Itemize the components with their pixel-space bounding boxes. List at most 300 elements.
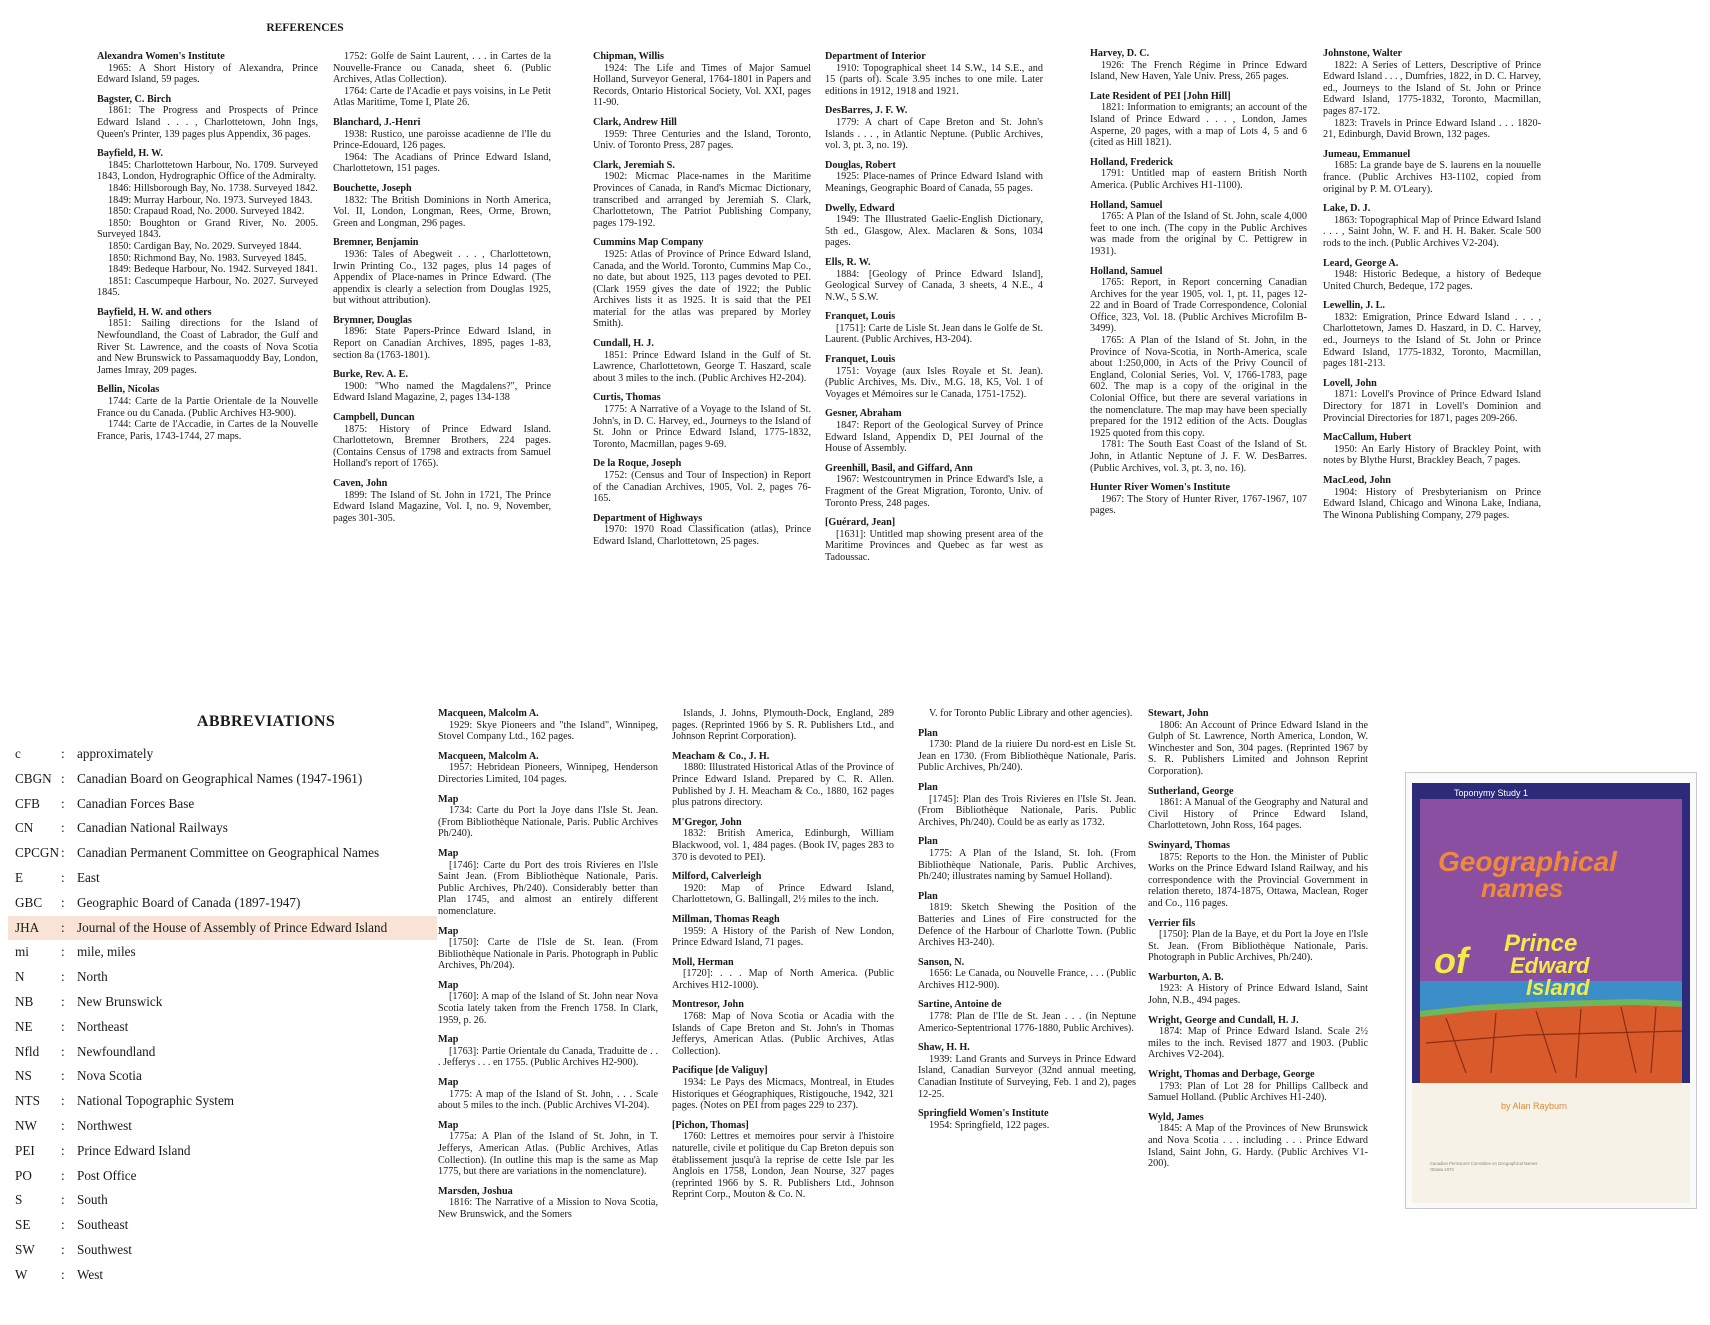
reference-item: 1910: Topographical sheet 14 S.W., 14 S.E., and 15 (parts of). Scale 3.95 inches to one mile. Later editions in 1912, 1918 and 1921. [825, 62, 1043, 97]
reference-item: 1752: (Census and Tour of Inspection) in Report of the Canadian Archives, 1905, Vol. 2, pages 76-165. [593, 470, 811, 505]
reference-item: 1850: Crapaud Road, No. 2000. Surveyed 1842. [108, 206, 305, 218]
reference-author: Curtis, Thomas [593, 392, 661, 404]
reference-item: 1850: Richmond Bay, No. 1983. Surveyed 1845. [108, 252, 307, 264]
reference-item: 1861: The Progress and Prospects of Prince Edward Island . . . , Charlottetown, John Ings, Queen's Printer, 139 pages plus Appendix, 36 pages. [97, 105, 318, 140]
reference-entry [593, 513, 811, 548]
cover-series: Toponymy Study 1 [1454, 788, 1529, 798]
reference-item: 1929: Skye Pioneers and "the Island", Winnipeg, Stovel Company Ltd., 162 pages. [438, 719, 658, 743]
abbreviations-title: ABBREVIATIONS [196, 713, 336, 730]
abbreviation-key: NE [15, 1018, 33, 1034]
reference-item: 1781: The South East Coast of the Island of St. John, in Atlantic Neptune of J. F. W. DesBarres. (Public Archives, vol. 3, pt. 3, no. 16). [1090, 439, 1307, 474]
reference-entry [593, 160, 811, 230]
abbreviation-row [15, 1188, 435, 1212]
reference-item: 1845: A Map of the Provinces of New Brunswick and Nova Scotia . . . including . . . Prince Edward Island, Saint John, G. Hardy. (Public Archives V1-200). [1148, 1123, 1368, 1170]
reference-item: 1965: A Short History of Alexandra, Prince Edward Island, 59 pages. [97, 62, 318, 86]
abbreviation-key: CN [15, 820, 34, 836]
abbreviation-value: Newfoundland [77, 1043, 156, 1059]
reference-item: 1845: Charlottetown Harbour, No. 1709. Surveyed 1843, London, Hydrographic Office of the Admiralty. [97, 159, 318, 183]
reference-entry [333, 51, 551, 109]
reference-entry [333, 412, 551, 470]
reference-item: 1970: 1970 Road Classification (atlas), Prince Edward Island, Charlottetown, 25 pages. [593, 524, 811, 547]
reference-item: 1744: Carte de la Partie Orientale de la Nouvelle France ou du Canada. (Public Archives H3-900). [97, 396, 318, 419]
reference-item: 1925: Place-names of Prince Edward Island with Meanings, Geographic Board of Canada, 55 pages. [825, 171, 1043, 194]
abbreviation-row [15, 1238, 435, 1262]
reference-entry [918, 891, 1136, 949]
reference-author: Stewart, John [1148, 708, 1209, 719]
abbreviation-separator: : [61, 1093, 65, 1109]
reference-item: 1920: Map of Prince Edward Island, Charlottetown, G. Ballingall, 2½ miles to the inch. [672, 882, 894, 906]
reference-author: Sartine, Antoine de [918, 999, 1002, 1011]
reference-author: Hunter River Women's Institute [1090, 482, 1231, 494]
abbreviation-key: CBGN [15, 770, 52, 786]
cover-title-of: of [1434, 940, 1468, 981]
reference-author: Douglas, Robert [825, 159, 896, 171]
reference-item: 1779: A chart of Cape Breton and St. John's Islands . . . , in Atlantic Neptune. (Public Archives, vol. 3, pt. 3, no. 19). [825, 116, 1043, 152]
cover-title-line3: Prince [1504, 930, 1578, 957]
abbreviation-value: East [77, 870, 100, 885]
abbreviation-key: NTS [15, 1093, 40, 1109]
reference-author: Wright, Thomas and Derbage, George [1148, 1069, 1315, 1081]
reference-entry [333, 237, 551, 307]
reference-entry [918, 836, 1136, 882]
reference-entry [672, 914, 894, 949]
reference-author: Alexandra Women's Institute [97, 51, 225, 62]
reference-entry [825, 517, 1043, 563]
reference-author: Plan [918, 836, 938, 848]
abbreviation-separator: : [61, 1043, 65, 1059]
reference-entry [438, 1077, 658, 1112]
abbreviation-row [15, 767, 435, 791]
reference-item: 1880: Illustrated Historical Atlas of the Province of Prince Edward Island. Prepared by C. R. Allen. Published by J. H. Meacham & Co., 1880, 162 pages plus patrons directory. [672, 762, 894, 809]
abbreviation-separator: : [61, 1142, 65, 1158]
reference-author: Sanson, N. [918, 956, 965, 968]
abbreviation-separator: : [61, 746, 65, 761]
abbreviation-row [15, 990, 435, 1014]
abbreviation-value: Prince Edward Island [77, 1142, 191, 1158]
abbreviation-value: Canadian National Railways [77, 820, 228, 836]
abbreviation-separator: : [61, 944, 65, 960]
reference-item: [1720]: . . . Map of North America. (Public Archives H12-1000). [672, 968, 894, 991]
reference-entry [1148, 1112, 1368, 1170]
reference-author: Bremner, Benjamin [333, 237, 419, 249]
references-column [1323, 48, 1541, 529]
reference-entry [918, 708, 1136, 720]
reference-item: [1750]: Carte de l'Isle de St. Iean. (From Bibliothèque Nationale in Paris. Photograph in Public Archives, Ph/204). [438, 937, 658, 972]
reference-author: Bayfield, H. W. and others [97, 306, 212, 318]
abbreviation-separator: : [61, 1242, 65, 1257]
reference-author: De la Roque, Joseph [593, 458, 682, 470]
reference-entry [333, 478, 551, 524]
reference-item: 1923: A History of Prince Edward Island, Saint John, N.B., 494 pages. [1148, 983, 1368, 1007]
abbreviation-value: Canadian Permanent Committee on Geographical Names [77, 845, 380, 861]
reference-item: [1746]: Carte du Port des trois Rivieres en l'Isle Saint Jean. (From Bibliothèque Nationale, Paris. Public Archives, Ph/240). Considerably better than Plan 1745, and almost an entirely different nomenclature. [438, 859, 658, 917]
reference-item: 1846: Hillsborough Bay, No. 1738. Surveyed 1842. [108, 182, 318, 194]
reference-entry [672, 957, 894, 992]
reference-item: 1685: La grande baye de S. laurens en la nouuelle france. (Public Archives H3-1102, copied from original by P. M. O'Leary). [1323, 160, 1541, 195]
reference-entry [593, 117, 811, 152]
reference-item: 1849: Bedeque Harbour, No. 1942. Surveyed 1841. [108, 264, 318, 276]
reference-entry [97, 94, 318, 140]
abbreviation-value: North [77, 969, 108, 985]
reference-item: 1764: Carte de l'Acadie et pays voisins, in Le Petit Atlas Maritime, Tome I, Plate 26. [333, 85, 551, 109]
abbreviation-key: mi [15, 944, 29, 960]
abbreviation-value: Northwest [77, 1118, 132, 1133]
reference-item: 1751: Voyage (aux Isles Royale et St. Jean). (Public Archives, Ms. Div., M.G. 18, K5, Vol. 1 of Voyages et Mémoires sur le Canada, 1751-1752). [825, 365, 1043, 400]
abbreviation-separator: : [61, 919, 65, 935]
abbreviation-key: E [15, 870, 24, 885]
reference-item: V. for Toronto Public Library and other agencies). [929, 708, 1133, 719]
reference-item: 1775: A map of the Island of St. John, . . . Scale about 5 miles to the inch. (Public Archives VI-204). [438, 1088, 658, 1112]
reference-item: 1936: Tales of Abegweit . . . , Charlottetown, Irwin Printing Co., 132 pages, plus 14 pages of Appendix of Place-names in Prince Edward. (The appendix is clearly a selection from Douglas 1925, but without attribution). [333, 248, 551, 307]
abbreviation-row [15, 1064, 435, 1088]
reference-entry [918, 1042, 1136, 1100]
reference-item: [1750]: Plan de la Baye, et du Port la Joye en l'Isle St. Jean. (From Bibliothèque Nationale, Paris. Photograph in Public Archives, Ph/240). [1148, 929, 1368, 964]
reference-author: Gesner, Abraham [825, 408, 902, 420]
reference-entry [438, 794, 658, 840]
reference-author: Moll, Herman [672, 956, 734, 968]
reference-item: 1902: Micmac Place-names in the Maritime Provinces of Canada, in Rand's Micmac Dictionary, transcribed and arranged by Jeremiah S. Clark, Charlottetown, The Patriot Publishing Company, pages 179-192. [593, 171, 811, 229]
reference-entry [672, 708, 894, 743]
reference-item: 1949: The Illustrated Gaelic-English Dictionary, 5th ed., Glasgow, Alex. Maclaren & Sons, 1034 pages. [825, 214, 1043, 249]
reference-item: [1751]: Carte de Lisle St. Jean dans le Golfe de St. Laurent. (Public Archives, H3-204). [825, 322, 1043, 346]
reference-entry [593, 458, 811, 504]
abbreviation-value: National Topographic System [77, 1093, 235, 1109]
reference-author: Macqueen, Malcolm A. [438, 708, 539, 719]
reference-item: 1899: The Island of St. John in 1721, The Prince Edward Island Magazine, Vol. I, no. 9, November, pages 301-305. [333, 489, 551, 524]
reference-author: Dwelly, Edward [825, 202, 895, 214]
reference-entry [593, 392, 811, 450]
reference-item: 1934: Le Pays des Micmacs, Montreal, in Etudes Historiques et Géographiques, Ristigouche, 1942, 321 pages. (Notes on PEI from pages 229 to 237). [672, 1077, 894, 1112]
reference-author: Wright, George and Cundall, H. J. [1148, 1014, 1299, 1026]
reference-author: Marsden, Joshua [438, 1185, 513, 1197]
references-column [97, 51, 318, 450]
reference-item: 1850: Boughton or Grand River, No. 2005. Surveyed 1843. [97, 217, 318, 241]
cover-author: by Alan Rayburn [1501, 1101, 1568, 1111]
reference-author: Map [438, 1119, 459, 1131]
abbreviation-value: Southwest [77, 1242, 132, 1257]
reference-entry [97, 51, 318, 86]
abbreviation-row [15, 866, 435, 890]
reference-item: 1765: Report, in Report concerning Canadian Archives for the year 1905, vol. 1, pt. 11, pages 12-22 and in Board of Trade Correspondence, Colonial Office, 323, Vol. 18. (Public Archives Microfilm B-3499). [1090, 277, 1307, 335]
abbreviation-separator: : [61, 1167, 65, 1183]
reference-author: Plan [918, 781, 938, 793]
reference-author: Franquet, Louis [825, 354, 896, 366]
reference-entry [825, 203, 1043, 249]
reference-author: Wyld, James [1148, 1111, 1204, 1123]
reference-item: 1823: Travels in Prince Edward Island . . . 1820-21, Edinburgh, David Brown, 132 pages. [1323, 117, 1541, 141]
abbreviation-row [15, 1213, 435, 1237]
abbreviation-separator: : [61, 870, 65, 885]
reference-author: Holland, Samuel [1090, 265, 1163, 277]
reference-item: 1871: Lovell's Province of Prince Edward Island Directory for 1871 in Lovell's Dominion and Provincial Directories for 1871, pages 209-266. [1323, 389, 1541, 424]
reference-entry [825, 51, 1043, 97]
reference-item: 1849: Murray Harbour, No. 1973. Surveyed 1843. [108, 194, 313, 206]
references-column [672, 708, 894, 1209]
reference-author: Springfield Women's Institute [918, 1108, 1049, 1120]
abbreviation-key: c [15, 746, 21, 761]
reference-author: Swinyard, Thomas [1148, 839, 1230, 851]
reference-item: 1925: Atlas of Province of Prince Edward Island, Canada, and the World. Toronto, Cummins Map Co., no date, but about 1925, 113 pages devoted to PEI. (Clark 1959 gives the date of 1922; the Public Archives lists it as 1925. It is said that the PEI material for the atlas was prepared by Morley Smith). [593, 248, 811, 330]
abbreviation-value: Canadian Board on Geographical Names (1947-1961) [77, 770, 363, 786]
reference-author: Brymner, Douglas [333, 314, 412, 326]
reference-author: Map [438, 979, 459, 991]
reference-item: 1752: Golfe de Saint Laurent, . . . in Cartes de la Nouvelle-France ou Canada, sheet 6. (Public Archives, Atlas Collection). [333, 51, 551, 86]
reference-item: 1806: An Account of Prince Edward Island in the Gulph of St. Lawrence, North America, London, W. Winchester and Son, 304 pages. (Reprinted 1967 by S. R. Publishers Limited and Johnson Reprint Corporation). [1148, 719, 1368, 777]
reference-entry [1323, 203, 1541, 249]
reference-author: Department of Interior [825, 51, 926, 62]
reference-item: 1967: The Story of Hunter River, 1767-1967, 107 pages. [1090, 493, 1307, 517]
reference-item: 1959: A History of the Parish of New London, Prince Edward Island, 71 pages. [672, 925, 894, 949]
reference-author: M'Gregor, John [672, 816, 742, 828]
abbreviation-separator: : [61, 994, 65, 1009]
reference-entry [672, 871, 894, 906]
reference-item: 1939: Land Grants and Surveys in Prince Edward Island, Canadian Surveyor (32nd annual meeting, Canadian Institute of Surveying, Feb. 1 and 2), pages 12-25. [918, 1053, 1136, 1100]
abbreviation-value: South [77, 1192, 108, 1208]
reference-entry [1148, 918, 1368, 964]
reference-entry [918, 782, 1136, 828]
reference-entry [333, 315, 551, 361]
reference-entry [825, 408, 1043, 454]
reference-entry [825, 311, 1043, 346]
reference-entry [333, 183, 551, 229]
reference-entry [333, 369, 551, 404]
reference-entry [1323, 149, 1541, 195]
reference-item: 1938: Rustico, une paroisse acadienne de l'Ile du Prince-Edouard, 126 pages. [333, 128, 551, 152]
cover-title-line5: Island [1526, 975, 1590, 1000]
reference-author: Lake, D. J. [1323, 203, 1371, 215]
reference-item: 1904: History of Presbyterianism on Prince Edward Island, Chicago and Winona Lake, Indiana, The Winona Publishing Company, 279 pages. [1323, 486, 1541, 521]
reference-author: Burke, Rev. A. E. [333, 369, 408, 381]
reference-author: Harvey, D. C. [1090, 48, 1150, 59]
reference-item: 1964: The Acadians of Prince Edward Island, Charlottetown, 151 pages. [333, 151, 551, 175]
reference-entry [438, 1034, 658, 1069]
abbreviation-key: W [15, 1266, 28, 1282]
reference-item: 1819: Sketch Shewing the Position of the Batteries and Lines of Fire constructed for the Defence of the Harbour of Charlotte Town. (Public Archives H3-240). [918, 902, 1136, 949]
reference-item: 1822: A Series of Letters, Descriptive of Prince Edward Island . . . , Dumfries, 1822, in D. C. Harvey, ed., Journeys to the Island of St. John or Prince Edward Island, 1775-1832, Toronto, Macmillan, pages 87-172. [1323, 59, 1541, 117]
reference-item: 1768: Map of Nova Scotia or Acadia with the Islands of Cape Breton and St. John's in Thomas Jefferys, American Atlas. (Public Archives, Atlas Collection). [672, 1011, 894, 1057]
reference-item: 1775: A Plan of the Island, St. Ioh. (From Bibliothèque Nationale, Paris. Public Archives, Ph/240; illustrates naming by Samuel Holland). [918, 847, 1136, 883]
reference-author: Shaw, H. H. [918, 1042, 970, 1054]
reference-item: 1926: The French Régime in Prince Edward Island, New Haven, Yale Univ. Press, 265 pages. [1090, 59, 1307, 83]
reference-entry [438, 708, 658, 743]
reference-author: Cundall, H. J. [593, 338, 654, 350]
reference-item: 1744: Carte de l'Accadie, in Cartes de la Nouvelle France, Paris, 1743-1744, 27 maps. [97, 419, 318, 442]
reference-entry [1090, 482, 1307, 517]
abbreviation-row [15, 1040, 435, 1064]
reference-author: Ells, R. W. [825, 256, 871, 268]
reference-item: 1874: Map of Prince Edward Island. Scale 2½ miles to the inch. Revised 1877 and 1903. (Public Archives V2-204). [1148, 1026, 1368, 1061]
reference-entry [918, 999, 1136, 1034]
abbreviation-key: NS [15, 1068, 32, 1084]
reference-author: Warburton, A. B. [1148, 971, 1224, 983]
reference-author: Holland, Samuel [1090, 199, 1163, 211]
reference-entry [918, 728, 1136, 774]
reference-author: Late Resident of PEI [John Hill] [1090, 90, 1231, 102]
reference-item: 1950: An Early History of Brackley Point, with notes by Blythe Hurst, Brackley Beach, 7 pages. [1323, 443, 1541, 467]
abbreviation-value: Journal of the House of Assembly of Prince Edward Island [77, 919, 388, 935]
reference-author: Holland, Frederick [1090, 156, 1174, 168]
reference-author: Bellin, Nicolas [97, 384, 160, 396]
reference-entry [672, 751, 894, 809]
reference-item: [1760]: A map of the Island of St. John near Nova Scotia lately taken from the French 1758. In Clark, 1959, p. 26. [438, 991, 658, 1026]
reference-entry [438, 980, 658, 1026]
reference-entry [438, 1186, 658, 1221]
reference-item: 1948: Historic Bedeque, a history of Bedeque United Church, Bedeque, 172 pages. [1323, 269, 1541, 292]
reference-item: 1775: A Narrative of a Voyage to the Island of St. John's, in D. C. Harvey, ed., Journeys to the Island of St. John or Prince Edward Island, 1775-1832, Toronto, Macmillan, pages 9-69. [593, 404, 811, 450]
reference-author: Map [438, 925, 459, 937]
reference-item: 1832: The British Dominions in North America, Vol. II, London, Longman, Rees, Orme, Brown, Green and Longman, 296 pages. [333, 194, 551, 229]
reference-item: 1775a: A Plan of the Island of St. John, in T. Jefferys, American Atlas. (Public Archives, Atlas Collection). (In outline this map is the same as Map 1775, but there are variations in the nomenclature). [438, 1131, 658, 1178]
references-column [825, 51, 1043, 572]
references-column [1148, 708, 1368, 1178]
reference-entry [1323, 475, 1541, 521]
abbreviation-value: Canadian Forces Base [77, 795, 195, 811]
abbreviation-row [15, 1114, 435, 1138]
reference-entry [438, 926, 658, 972]
abbreviation-separator: : [61, 1068, 65, 1084]
abbreviation-value: West [77, 1266, 104, 1282]
abbreviation-key: PEI [15, 1142, 35, 1158]
abbreviation-row [15, 965, 435, 989]
reference-item: 1851: Cascumpeque Harbour, No. 2027. Surveyed 1845. [97, 275, 318, 299]
abbreviation-row [15, 792, 435, 816]
reference-item: 1875: Reports to the Hon. the Minister of Public Works on the Prince Edward Island Railway, and his correspondence with the Provincial Government in relation thereto, 1874-1875, Ottawa, Maclean, Roger and Co., 116 pages. [1148, 851, 1368, 909]
reference-author: Caven, John [333, 478, 388, 489]
reference-author: Bayfield, H. W. [97, 148, 163, 160]
reference-item: 1791: Untitled map of eastern British North America. (Public Archives H1-1100). [1090, 168, 1307, 191]
abbreviation-row [15, 816, 435, 840]
abbreviation-row [8, 916, 437, 940]
reference-entry [1148, 708, 1368, 778]
reference-author: Blanchard, J.-Henri [333, 116, 421, 128]
reference-item: [1763]: Partie Orientale du Canada, Traduitte de . . . Jefferys . . . en 1755. (Public Archives H2-900). [438, 1045, 658, 1069]
reference-item: 1959: Three Centuries and the Island, Toronto, Univ. of Toronto Press, 287 pages. [593, 128, 811, 152]
reference-item: 1734: Carte du Port la Joye dans l'Isle St. Jean. (From Bibliothèque Nationale, Paris. Public Archives Ph/240). [438, 805, 658, 840]
abbreviation-separator: : [61, 795, 65, 811]
abbreviation-separator: : [61, 1192, 65, 1208]
reference-item: [1745]: Plan des Trois Rivieres en l'Isle St. Jean. (From Bibliothèque Nationale, Paris. Public Archives, Ph/240). Could be as early as 1732. [918, 793, 1136, 828]
reference-entry [825, 105, 1043, 151]
reference-author: MacLeod, John [1323, 475, 1391, 486]
reference-entry [1090, 266, 1307, 475]
reference-author: Map [438, 1034, 459, 1046]
reference-item: 1900: "Who named the Magdalens?", Prince Edward Island Magazine, 2, pages 134-138 [333, 380, 551, 404]
reference-author: Montresor, John [672, 999, 744, 1011]
reference-item: 1832: British America, Edinburgh, William Blackwood, vol. 1, 484 pages. (Book IV, pages 283 to 370 is devoted to PEI). [672, 828, 894, 863]
abbreviation-value: Southeast [77, 1217, 129, 1233]
reference-author: Chipman, Willis [593, 51, 664, 62]
reference-entry [97, 384, 318, 442]
reference-entry [1148, 1015, 1368, 1061]
cover-title-line2: names [1481, 873, 1564, 903]
reference-entry [1323, 48, 1541, 141]
references-column [333, 51, 551, 532]
reference-author: Clark, Andrew Hill [593, 116, 677, 128]
abbreviation-value: Northeast [77, 1018, 129, 1034]
abbreviation-separator: : [61, 969, 65, 985]
reference-entry [593, 338, 811, 384]
reference-author: Cummins Map Company [593, 237, 704, 249]
reference-author: Sutherland, George [1148, 785, 1234, 797]
reference-entry [1323, 258, 1541, 293]
abbreviation-separator: : [61, 1018, 65, 1034]
abbreviation-value: Post Office [77, 1167, 137, 1183]
abbreviation-separator: : [61, 1217, 65, 1233]
abbreviation-key: NW [15, 1118, 37, 1133]
book-cover-image [1405, 772, 1697, 1209]
abbreviation-row [15, 1015, 435, 1039]
reference-author: Campbell, Duncan [333, 412, 415, 424]
abbreviation-separator: : [61, 1266, 65, 1282]
abbreviation-key: NB [15, 994, 34, 1009]
reference-item: 1850: Cardigan Bay, No. 2029. Surveyed 1844. [108, 240, 302, 252]
reference-entry [918, 957, 1136, 992]
abbreviation-key: JHA [15, 919, 40, 935]
reference-author: Leard, George A. [1323, 257, 1399, 269]
reference-author: [Guérard, Jean] [825, 517, 896, 529]
reference-item: 1778: Plan de l'Ile de St. Jean . . . (in Neptune Americo-Septentrional 1776-1880, Public Archives). [918, 1011, 1136, 1034]
cover-publisher: Canadian Permanent Committee on Geographical Names [1430, 1161, 1538, 1166]
reference-entry [438, 751, 658, 786]
abbreviation-row [15, 841, 435, 865]
references-title: REFERENCES [266, 22, 344, 34]
references-column [1090, 48, 1307, 525]
reference-entry [1323, 432, 1541, 467]
reference-entry [97, 307, 318, 377]
abbreviation-separator: : [61, 845, 65, 861]
reference-item: 1861: A Manual of the Geography and Natural and Civil History of Prince Edward Island, Charlottetown, John Ross, 164 pages. [1148, 797, 1368, 832]
abbreviation-value: approximately [77, 746, 154, 761]
reference-entry [593, 51, 811, 109]
abbreviation-row [15, 940, 435, 964]
reference-author: Map [438, 1077, 459, 1089]
abbreviation-key: PO [15, 1167, 32, 1183]
reference-item: 1851: Sailing directions for the Island of Newfoundland, the Coast of Labrador, the Gulf and River St. Lawrence, and the coasts of Nova Scotia and New Brunswick to Passamaquoddy Bay, London, James Imray, 209 pages. [97, 318, 318, 376]
reference-item: 1816: The Narrative of a Mission to Nova Scotia, New Brunswick, and the Somers [438, 1197, 658, 1220]
reference-item: 1896: State Papers-Prince Edward Island, in Report on Canadian Archives, 1895, pages 1-83, section 8a (1763-1801). [333, 326, 551, 361]
reference-author: Department of Highways [593, 512, 703, 524]
reference-item: 1875: History of Prince Edward Island. Charlottetown, Bremner Brothers, 224 pages. (Contains Census of 1798 and extracts from Samuel Holland's report of 1765). [333, 423, 551, 470]
reference-author: Lovell, John [1323, 377, 1377, 389]
reference-author: Milford, Calverleigh [672, 871, 762, 883]
cover-title-line4: Edward [1510, 953, 1590, 978]
reference-entry [1323, 378, 1541, 424]
reference-author: Map [438, 847, 459, 859]
abbreviation-key: CPCGN [15, 845, 59, 861]
references-column [593, 51, 811, 556]
abbreviation-row [15, 1139, 435, 1163]
abbreviation-key: CFB [15, 795, 40, 811]
reference-entry [918, 1108, 1136, 1131]
reference-author: Greenhill, Basil, and Giffard, Ann [825, 462, 973, 474]
abbreviation-key: SE [15, 1217, 31, 1233]
abbreviation-separator: : [61, 894, 65, 910]
abbreviation-separator: : [61, 1118, 65, 1133]
reference-item: 1793: Plan of Lot 28 for Phillips Callbeck and Samuel Holland. (Public Archives H1-240). [1148, 1080, 1368, 1104]
reference-item: 1954: Springfield, 122 pages. [929, 1119, 1050, 1131]
abbreviation-value: Geographic Board of Canada (1897-1947) [77, 894, 301, 910]
reference-item: [1631]: Untitled map showing present area of the Maritime Provinces and Quebec as far west as Tadoussac. [825, 528, 1043, 563]
reference-author: Lewellin, J. L. [1323, 300, 1385, 312]
reference-author: Pacifique [de Valiguy] [672, 1065, 768, 1077]
abbreviation-row [15, 1164, 435, 1188]
reference-author: DesBarres, J. F. W. [825, 105, 908, 117]
reference-author: Franquet, Louis [825, 311, 896, 323]
reference-entry [825, 160, 1043, 195]
reference-author: Verrier fils [1148, 917, 1196, 929]
reference-item: 1851: Prince Edward Island in the Gulf of St. Lawrence, Charlottetown, George T. Haszard, scale about 3 miles to the inch. (Public Archives H2-204). [593, 349, 811, 384]
reference-entry [438, 848, 658, 918]
